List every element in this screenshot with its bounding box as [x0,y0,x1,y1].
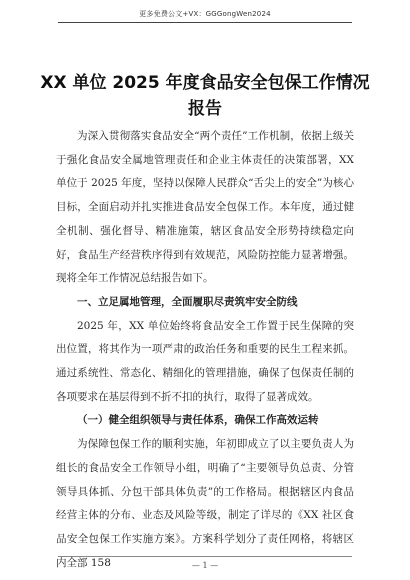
document-body [56,125,354,575]
title-line-2: 报告 [188,99,222,119]
page-number: — 1 — [191,561,219,570]
document-title [40,70,370,122]
section-1-paragraph: 2025 年，XX 单位始终将食品安全工作置于民生保障的突出位置，将其作为一项严肃的政治任务和重要的民生工程来抓。通过系统性、常态化、精细化的管理措施，确保了包保责任制的各项要求在基层得到不折不扣的执行，取得了显著成效。 [56,319,354,403]
subsection-1-paragraph: 为保障包保工作的顺利实施，年初即成立了以主要负责人为组长的食品安全工作领导小组，明确了“主要领导负总责、分管领导具体抓、分包干部具体负责”的工作格局。根据辖区内食品经营主体的分布、业态及风险等级，制定了详尽的《XX 社区食品安全包保工作实施方案》。方案科学划分了责任网格，将辖区内全部 158 [56,438,354,569]
title-line-1: XX 单位 2025 年度食品安全包保工作情况 [40,73,370,93]
footer-divider [58,556,352,557]
header-note: 更多免费公文+VX：GGGongWen2024 [139,10,271,18]
subsection-heading-1: （一）健全组织领导与责任体系，确保工作高效运转 [77,414,319,427]
section-heading-1: 一、立足属地管理，全面履职尽责筑牢安全防线 [77,295,298,308]
intro-paragraph: 为深入贯彻落实食品安全“两个责任”工作机制，依据上级关于强化食品安全属地管理责任和企业主体责任的决策部署，XX 单位于 2025 年度，坚持以保障人民群众“舌尖上的安全”为核心目标，全面启动并扎实推进食品安全包保工作。本年度，通过健全机制、强化督导、精准施策，辖区食品安全形势持续稳定向好，食品生产经营秩序得到有效规范，风险防控能力显著增强。现将全年工作情况总结报告如下。 [56,130,354,285]
header-divider [58,22,352,23]
